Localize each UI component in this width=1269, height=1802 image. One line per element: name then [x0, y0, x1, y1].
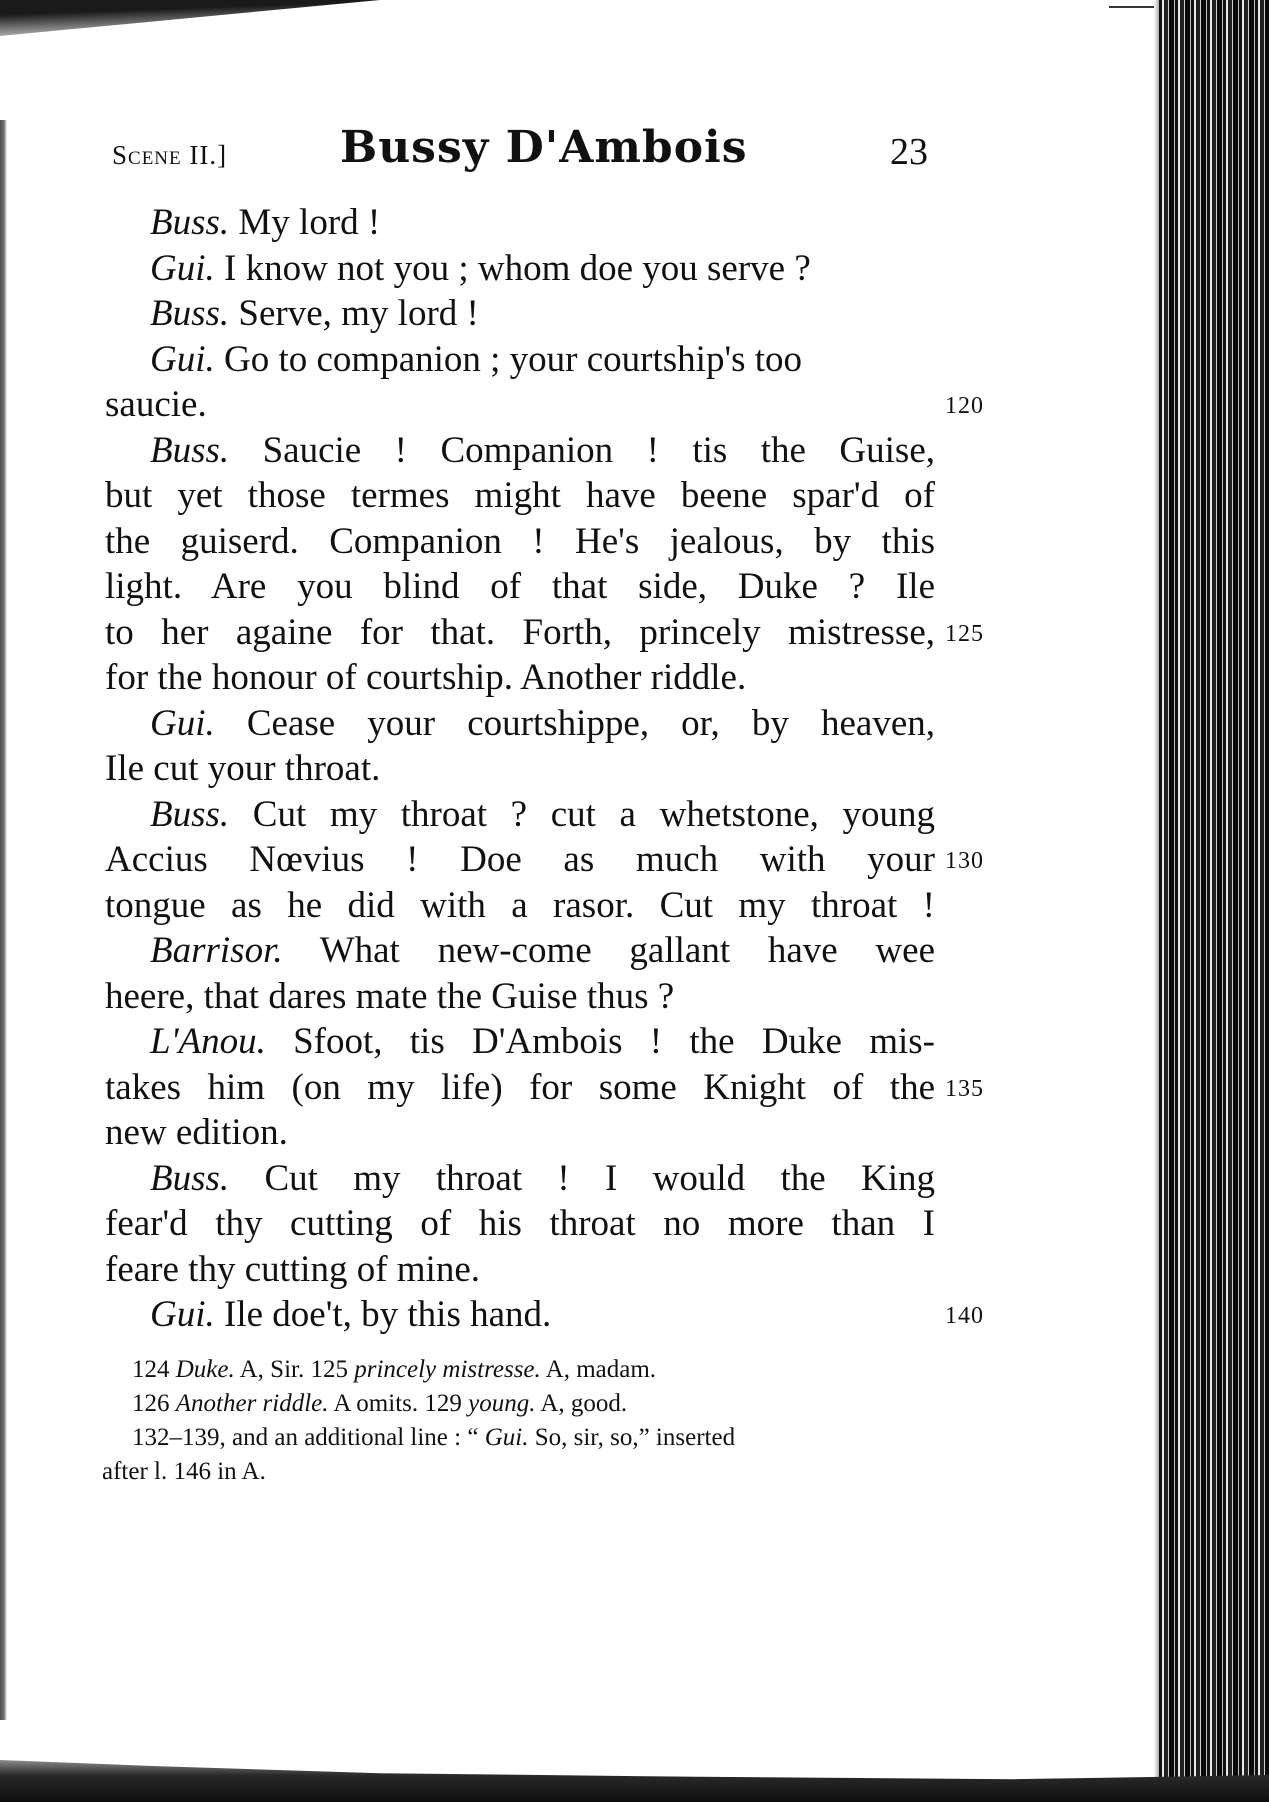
note-line [102, 1387, 942, 1421]
line-text: for the honour of courtship. Another riddle. [105, 657, 747, 698]
line-text: feare thy cutting of mine. [105, 1248, 481, 1290]
speaker-name: Buss. [150, 429, 230, 471]
line-text: tongue as he did with a rasor. Cut my throat ! [105, 884, 935, 926]
note-segment: So, sir, so,” inserted [528, 1424, 736, 1451]
note-line [102, 1353, 942, 1387]
note-line [102, 1421, 942, 1455]
text-line [105, 1065, 984, 1111]
text-line [105, 428, 935, 474]
text-line [105, 837, 984, 883]
text-line [105, 974, 935, 1020]
line-number: 120 [945, 393, 984, 419]
note-segment: A omits. 129 [328, 1390, 469, 1417]
line-text: Cut my throat ! I would the King [229, 1157, 935, 1199]
line-text: Serve, my lord ! [229, 293, 479, 334]
text-line [105, 883, 935, 929]
line-number: 140 [945, 1303, 984, 1329]
note-segment: 132–139, and an additional line : “ [132, 1424, 485, 1451]
line-text: Sfoot, tis D'Ambois ! the Duke mis- [265, 1021, 935, 1062]
line-text: to her againe for that. Forth, princely mistresse, [105, 611, 935, 653]
note-segment: Another riddle. [175, 1390, 329, 1417]
line-number: 130 [945, 848, 984, 874]
speaker-name: Buss. [150, 202, 230, 243]
text-line [105, 473, 935, 519]
scan-shadow-top [0, 0, 380, 36]
line-text: heere, that dares mate the Guise thus ? [105, 975, 675, 1017]
text-line [105, 1201, 935, 1247]
play-text [105, 200, 984, 1338]
text-line [105, 1292, 984, 1338]
speaker-name: Buss. [150, 793, 230, 835]
line-text: Saucie ! Companion ! tis the Guise, [229, 429, 935, 471]
text-line [105, 1110, 935, 1156]
note-segment: 126 [132, 1390, 176, 1417]
speaker-name: Buss. [150, 293, 230, 334]
note-segment: princely mistresse. [354, 1356, 541, 1383]
line-text: What new-come gallant have wee [282, 930, 935, 971]
note-segment: A, madam. [540, 1356, 657, 1383]
running-head [0, 122, 1269, 182]
text-line [105, 337, 935, 383]
line-text: the guiserd. Companion ! He's jealous, by this [105, 520, 935, 562]
line-text: fear'd thy cutting of his throat no more than I [105, 1203, 935, 1244]
note-segment: young. [468, 1390, 536, 1417]
line-text: Ile cut your throat. [105, 748, 381, 789]
speaker-name: Gui. [150, 338, 215, 380]
line-text: new edition. [105, 1112, 288, 1153]
speaker-name: Buss. [150, 1157, 230, 1199]
book-title: Bussy D'Ambois [340, 122, 748, 173]
note-line [102, 1455, 942, 1489]
text-line [105, 246, 935, 292]
speaker-name: Gui. [150, 247, 215, 289]
text-line [105, 655, 935, 701]
book-spine-edge [1159, 0, 1269, 1802]
line-text: light. Are you blind of that side, Duke ? Ile [105, 566, 935, 607]
text-line [105, 610, 984, 656]
note-segment: 124 [132, 1356, 176, 1383]
line-text: Cease your courtshippe, or, by heaven, [214, 702, 935, 744]
text-line [105, 200, 935, 246]
text-line [105, 291, 935, 337]
note-segment: after l. 146 in A. [102, 1458, 266, 1485]
speaker-name: Gui. [150, 702, 215, 744]
text-line [105, 564, 935, 610]
line-text: My lord ! [229, 202, 381, 243]
scene-label-text: Scene II.] [112, 140, 228, 170]
line-text: Accius Nœvius ! Doe as much with your [105, 839, 935, 880]
line-number: 125 [945, 620, 984, 647]
scene-label [112, 140, 227, 171]
text-line [105, 1156, 935, 1202]
text-line [105, 519, 935, 565]
line-text: saucie. [105, 384, 207, 425]
line-text: takes him (on my life) for some Knight of the [105, 1066, 935, 1108]
line-text: Ile doe't, by this hand. [214, 1294, 552, 1335]
note-segment: A, Sir. 125 [234, 1356, 355, 1383]
note-segment: A, good. [535, 1390, 628, 1417]
page-number: 23 [890, 131, 928, 173]
scan-shadow-left [0, 120, 7, 1720]
textual-notes [102, 1353, 942, 1489]
speaker-name: L'Anou. [150, 1021, 266, 1062]
line-text: Go to companion ; your courtship's too [214, 338, 803, 380]
line-text: I know not you ; whom doe you serve ? [214, 247, 811, 289]
text-line [105, 701, 935, 747]
text-line [105, 792, 935, 838]
speaker-name: Gui. [150, 1294, 215, 1335]
scan-shadow-bottom [0, 1742, 1269, 1802]
text-line [105, 746, 935, 792]
note-segment: Gui. [484, 1424, 529, 1451]
text-line [105, 1019, 935, 1065]
text-line [105, 1247, 935, 1293]
text-line [105, 928, 935, 974]
speaker-name: Barrisor. [150, 930, 283, 971]
note-segment: Duke. [175, 1356, 235, 1383]
line-number: 135 [945, 1075, 984, 1102]
line-text: but yet those termes might have beene spar'd of [105, 475, 935, 516]
line-text: Cut my throat ? cut a whetstone, young [229, 793, 935, 835]
text-line [105, 382, 984, 428]
